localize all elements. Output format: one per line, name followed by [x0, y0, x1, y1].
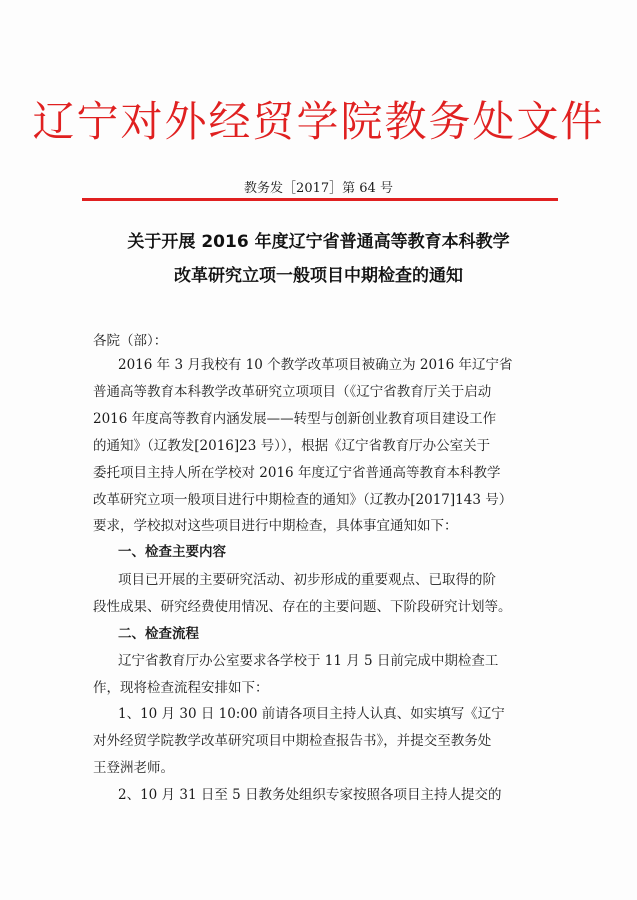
paragraph-1-line-5: 委托项目主持人所在学校对 2016 年度辽宁省普通高等教育本科教学 — [93, 465, 501, 481]
paragraph-3-line-1: 辽宁省教育厅办公室要求各学校于 11 月 5 日前完成中期检查工 — [118, 653, 499, 669]
paragraph-1-line-7: 要求，学校拟对这些项目进行中期检查，具体事宜通知如下： — [93, 518, 458, 534]
section-heading-1: 一、检查主要内容 — [118, 544, 226, 560]
paragraph-4-line-1: 1、10 月 30 日 10:00 前请各项目主持人认真、如实填写《辽宁 — [118, 706, 505, 722]
paragraph-1-line-2: 普通高等教育本科教学改革研究立项项目（《辽宁省教育厅关于启动 — [93, 384, 492, 400]
red-divider-line — [82, 198, 558, 201]
salutation: 各院（部）： — [93, 333, 168, 349]
paragraph-5-line-1: 2、10 月 31 日至 5 日教务处组织专家按照各项目主持人提交的 — [118, 787, 502, 803]
paragraph-2-line-2: 段性成果、研究经费使用情况、存在的主要问题、下阶段研究计划等。 — [93, 599, 512, 615]
notice-title-line-2: 改革研究立项一般项目中期检查的通知 — [174, 266, 463, 286]
paragraph-2-line-1: 项目已开展的主要研究活动、初步形成的重要观点、已取得的阶 — [118, 572, 496, 588]
paragraph-4-line-2: 对外经贸学院教学改革研究项目中期检查报告书》，并提交至教务处 — [93, 733, 492, 749]
notice-title-line-1: 关于开展 2016 年度辽宁省普通高等教育本科教学 — [127, 232, 510, 252]
paragraph-1-line-3: 2016 年度高等教育内涵发展——转型与创新创业教育项目建设工作 — [93, 411, 497, 427]
paragraph-1-line-4: 的通知》（辽教发[2016]23 号）），根据《辽宁省教育厅办公室关于 — [93, 438, 491, 454]
paragraph-1-line-6: 改革研究立项一般项目进行中期检查的通知》（辽教办[2017]143 号） — [93, 492, 513, 508]
document-header-title: 辽宁对外经贸学院教务处文件 — [32, 97, 605, 146]
section-heading-2: 二、检查流程 — [118, 626, 199, 642]
paragraph-3-line-2: 作，现将检查流程安排如下： — [93, 680, 269, 696]
document-number: 教务发［2017］第 64 号 — [244, 181, 393, 196]
paragraph-4-line-3: 王登洲老师。 — [93, 760, 174, 776]
paragraph-1-line-1: 2016 年 3 月我校有 10 个教学改革项目被确立为 2016 年辽宁省 — [118, 357, 513, 373]
